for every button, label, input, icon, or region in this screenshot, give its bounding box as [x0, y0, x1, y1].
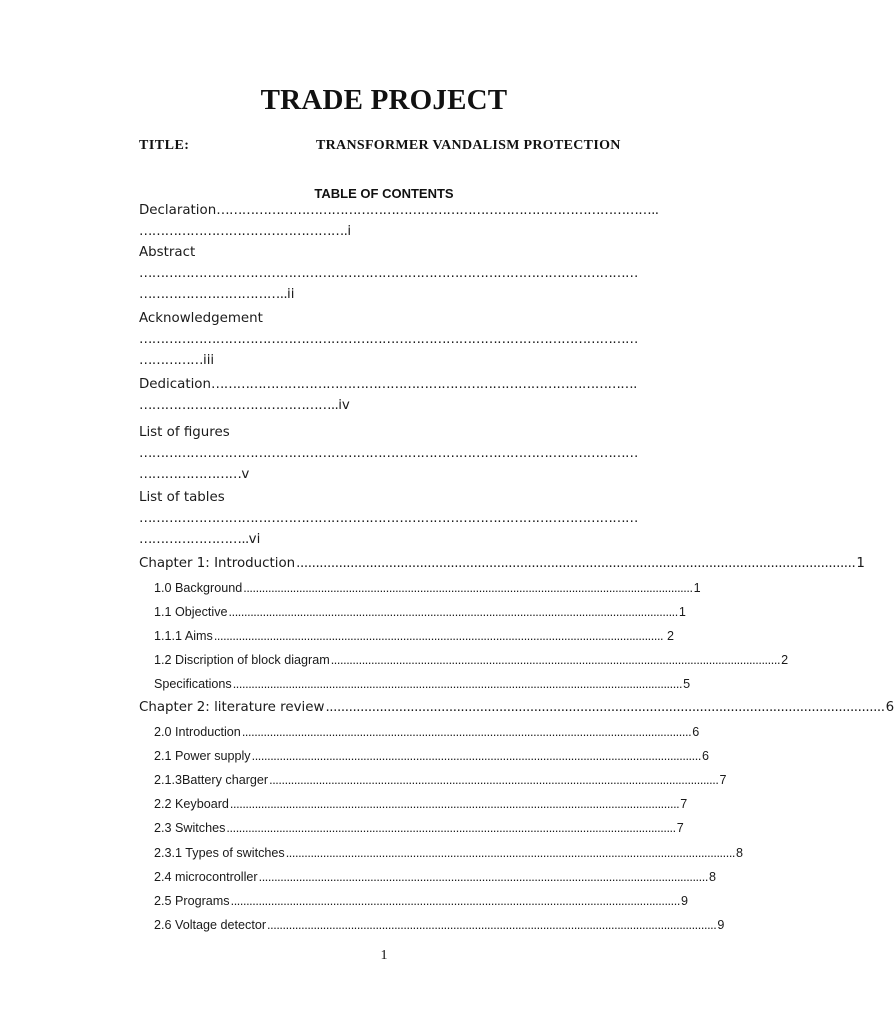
- toc-entry-page: 2: [666, 629, 674, 643]
- toc-entry-objective: 1.1 Objective ................................................................................................................................................. 1: [154, 601, 674, 623]
- toc-entry-label: Specifications: [154, 677, 232, 691]
- toc-entry-list-of-tables: List of tables ……………………………………………………………………………………………………… ……………………..vi: [139, 490, 638, 547]
- toc-entry-label: 1.2 Discription of block diagram: [154, 653, 330, 667]
- toc-entry-label: 2.6 Voltage detector: [154, 918, 267, 932]
- toc-entry-label: 2.5 Programs: [154, 894, 230, 908]
- toc-entry-page: 1: [678, 605, 686, 619]
- toc-entry-page: 1: [693, 581, 701, 595]
- toc-entry-switches: 2.3 Switches ................................................................................................................................................. 7: [154, 817, 674, 839]
- toc-entry-label: 2.1 Power supply: [154, 749, 251, 763]
- toc-entry-abstract: Abstract ……………………………………………………………………………………………………… ……………………………..ii: [139, 245, 638, 302]
- page-number: 1: [380, 948, 388, 963]
- toc-entry-label: 2.4 microcontroller: [154, 870, 258, 884]
- toc-entry-battery-charger: 2.1.3Battery charger ................................................................................................................................................. 7: [154, 769, 674, 791]
- toc-entry-label: Chapter 2: literature review: [139, 700, 325, 715]
- toc-entry-page: vi: [248, 532, 261, 547]
- toc-entry-page: 8: [708, 870, 716, 884]
- toc-entry-page: 6: [701, 749, 709, 763]
- toc-entry-specifications: Specifications ................................................................................................................................................. 5: [154, 673, 674, 695]
- toc-entry-page: 7: [680, 797, 688, 811]
- toc-entry-page: 7: [719, 773, 727, 787]
- toc-entry-chapter-2: Chapter 2: literature review ................................................................................................................................................. 6: [139, 697, 674, 719]
- toc-entry-programs: 2.5 Programs ................................................................................................................................................. 9: [154, 890, 674, 912]
- toc-entry-label: Dedication: [139, 377, 211, 392]
- toc-entry-page: 8: [736, 846, 744, 860]
- toc-entry-label: 1.1 Objective: [154, 605, 228, 619]
- toc-entry-aims: 1.1.1 Aims ................................................................................................................................................. 2: [154, 625, 674, 647]
- toc-entry-page: 7: [676, 821, 684, 835]
- toc-entry-page: 6: [885, 700, 894, 715]
- toc-entry-background: 1.0 Background ................................................................................................................................................. 1: [154, 577, 674, 599]
- toc-entry-label: 1.0 Background: [154, 581, 243, 595]
- toc-entry-chapter-1: Chapter 1: Introduction ................................................................................................................................................. 1: [139, 553, 674, 575]
- toc-entry-label: Declaration: [139, 203, 217, 218]
- toc-heading: TABLE OF CONTENTS: [314, 186, 454, 201]
- toc-entry-declaration: Declaration………………………………………………………………………………………….. ………………………………………….i: [139, 203, 659, 239]
- toc-entry-power-supply: 2.1 Power supply ................................................................................................................................................. 6: [154, 745, 674, 767]
- toc-entry-acknowledgement: Acknowledgement ……………………………………………………………………………………………………… ……………iii: [139, 311, 638, 368]
- toc-entry-page: 1: [856, 556, 865, 571]
- toc-entry-label: Acknowledgement: [139, 311, 263, 326]
- toc-entry-label: Abstract: [139, 245, 196, 260]
- toc-entry-page: 6: [692, 725, 700, 739]
- toc-entry-page: 2: [781, 653, 789, 667]
- toc-entry-list-of-figures: List of figures ……………………………………………………………………………………………………… ……………………v: [139, 425, 638, 482]
- toc-entry-page: i: [347, 224, 352, 239]
- toc-entry-page: ii: [287, 287, 295, 302]
- toc-entry-label: List of figures: [139, 425, 230, 440]
- toc-entry-introduction-2: 2.0 Introduction ................................................................................................................................................. 6: [154, 721, 674, 743]
- title-label: TITLE:: [139, 138, 190, 153]
- toc-entry-label: 1.1.1 Aims: [154, 629, 213, 643]
- toc-entry-label: 2.3.1 Types of switches: [154, 846, 285, 860]
- toc-entry-page: 9: [680, 894, 688, 908]
- toc-entry-label: Chapter 1: Introduction: [139, 556, 296, 571]
- toc-entry-label: 2.1.3Battery charger: [154, 773, 269, 787]
- toc-entry-label: List of tables: [139, 490, 225, 505]
- toc-entry-microcontroller: 2.4 microcontroller ................................................................................................................................................. 8: [154, 866, 674, 888]
- toc-entry-label: 2.3 Switches: [154, 821, 226, 835]
- toc-entry-block-diagram: 1.2 Discription of block diagram ................................................................................................................................................. 2: [154, 649, 674, 671]
- toc-entry-voltage-detector: 2.6 Voltage detector ................................................................................................................................................. 9: [154, 914, 674, 936]
- toc-entry-page: iii: [202, 353, 215, 368]
- toc-entry-page: 5: [683, 677, 691, 691]
- toc-entry-page: 9: [717, 918, 725, 932]
- toc-entry-page: v: [241, 467, 250, 482]
- toc-entry-dedication: Dedication………………………………………………………………………………………. ………………………………………..iv: [139, 377, 637, 413]
- toc-entry-label: 2.0 Introduction: [154, 725, 241, 739]
- toc-entry-keyboard: 2.2 Keyboard ................................................................................................................................................. 7: [154, 793, 674, 815]
- toc-entry-page: iv: [338, 398, 350, 413]
- document-title: TRADE PROJECT: [260, 84, 508, 116]
- toc-entry-label: 2.2 Keyboard: [154, 797, 229, 811]
- project-title: TRANSFORMER VANDALISM PROTECTION: [316, 138, 621, 153]
- toc-entry-types-of-switches: 2.3.1 Types of switches ................................................................................................................................................. 8: [154, 842, 674, 864]
